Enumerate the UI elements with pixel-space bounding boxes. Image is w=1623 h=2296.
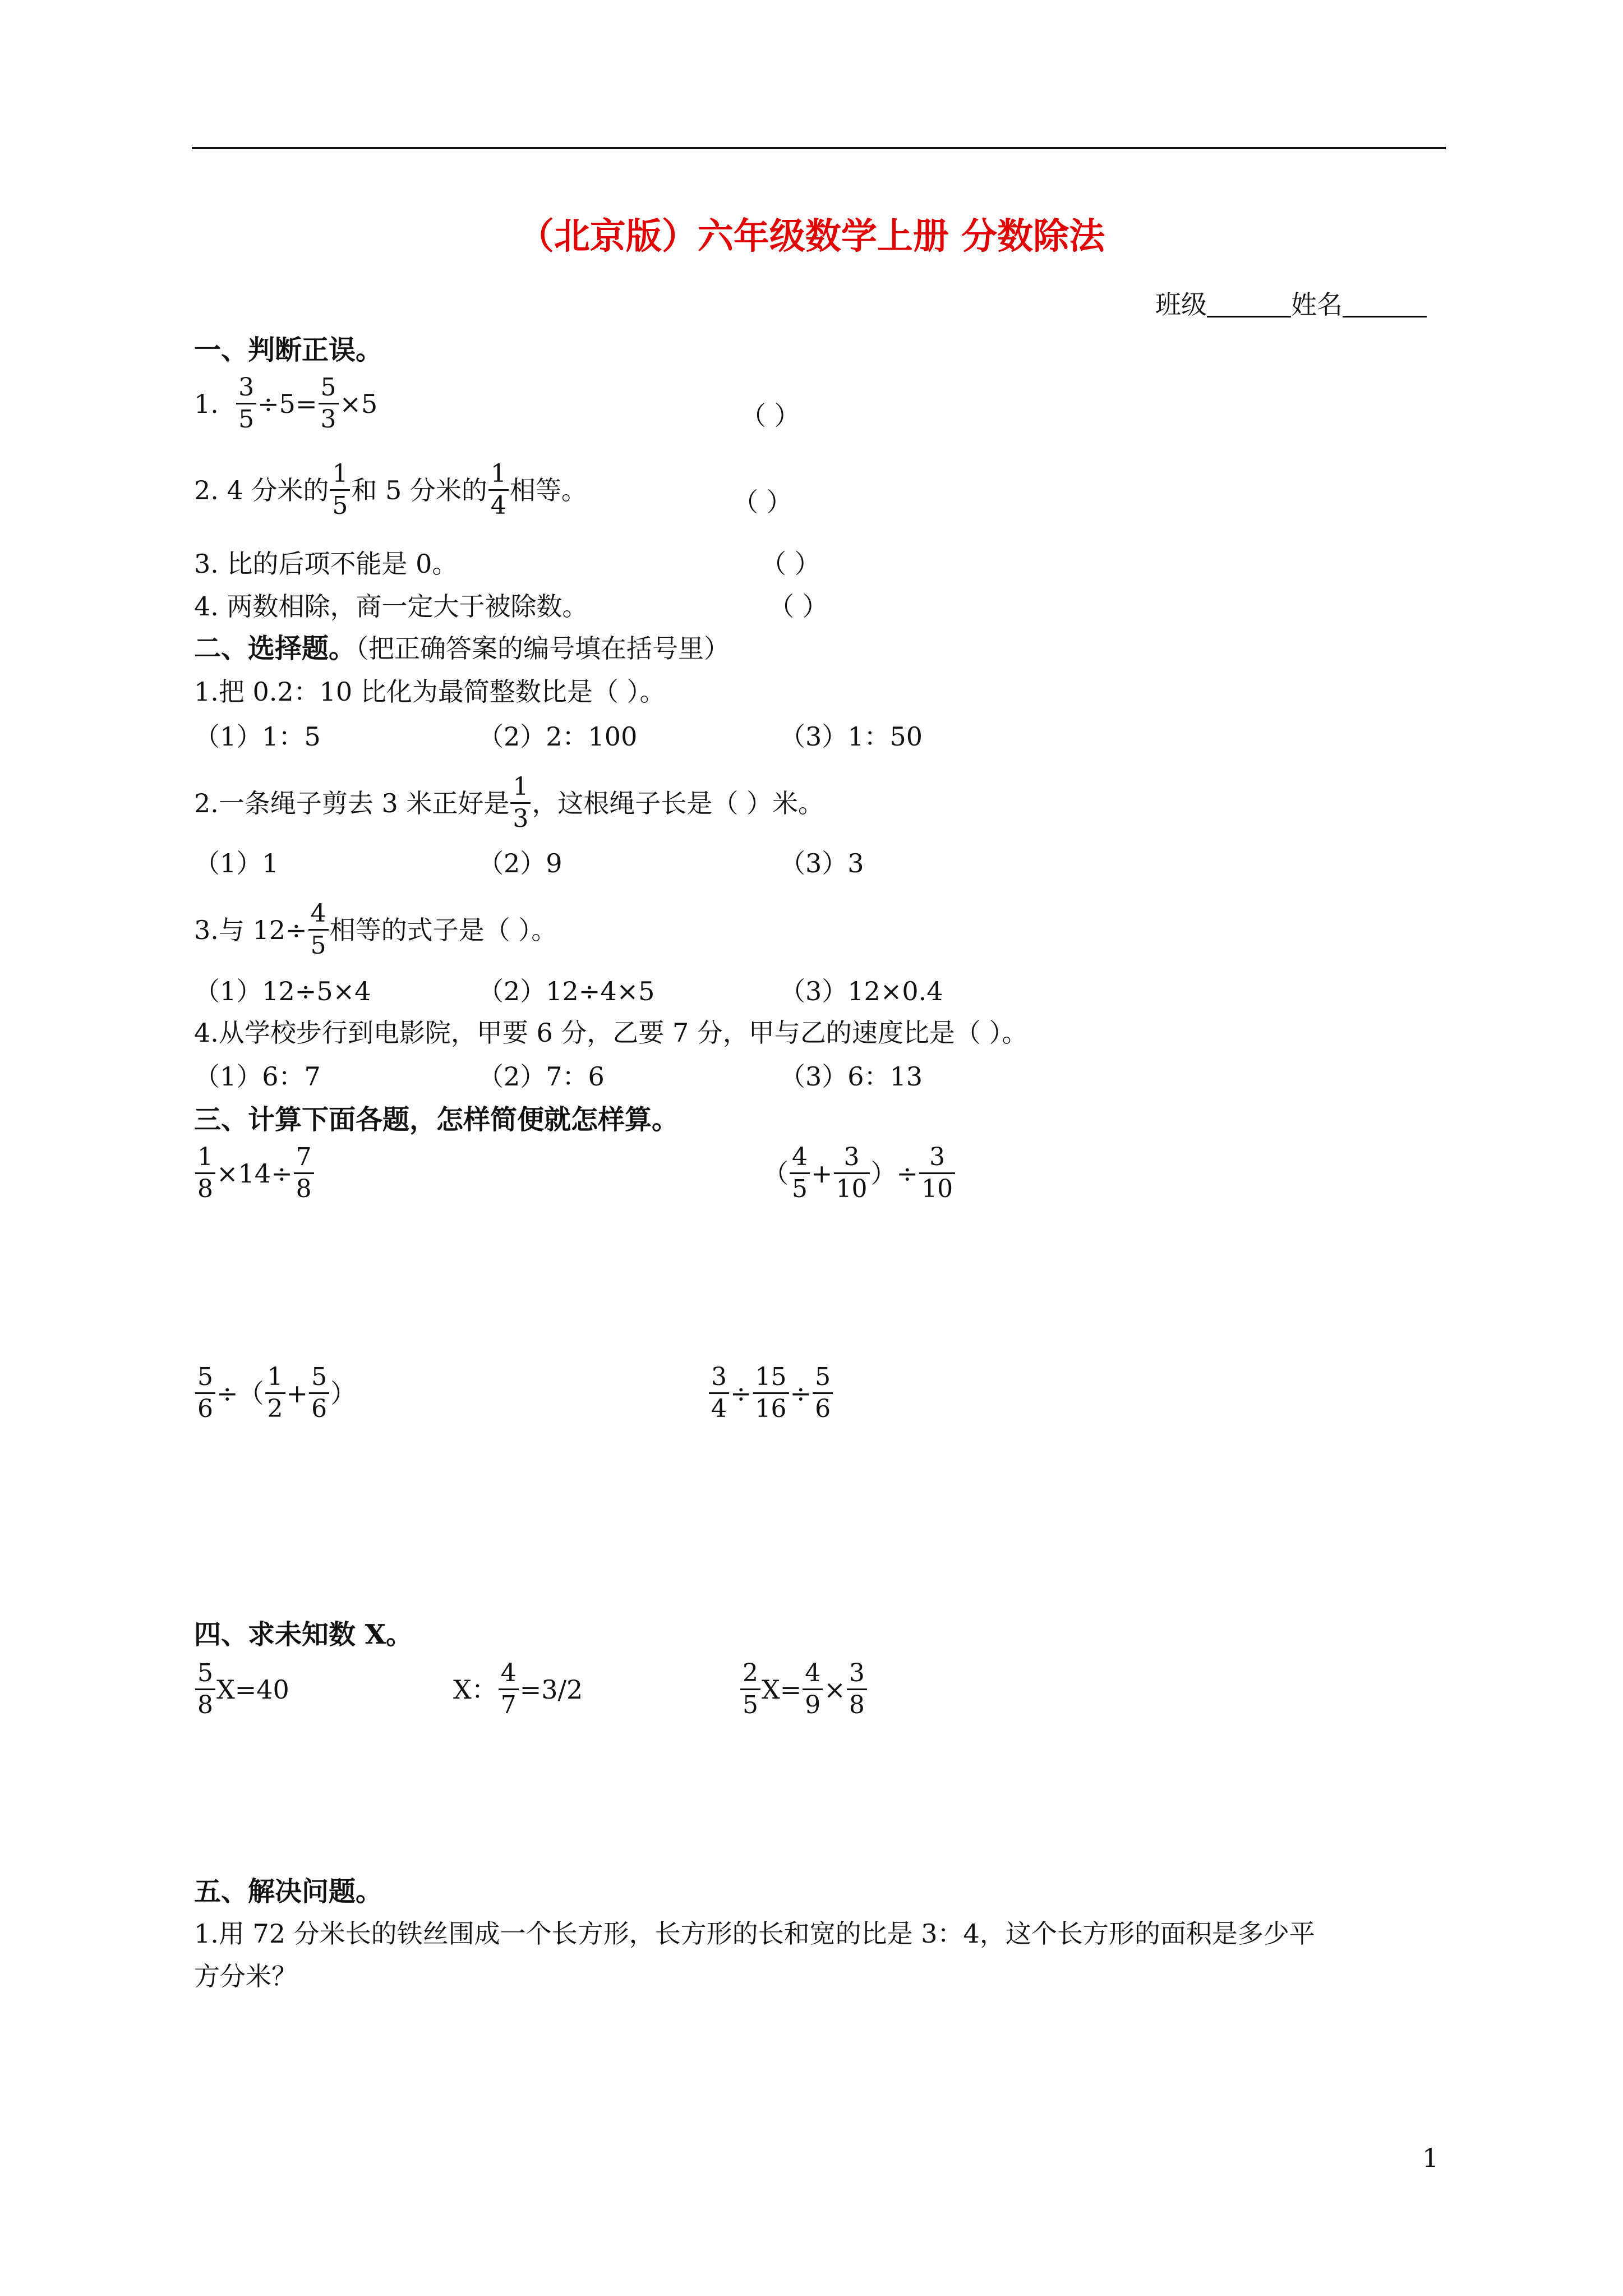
fraction: $\frac{5}{6}$ xyxy=(309,1364,329,1422)
s4-equation-1: $\frac{5}{8}$ X=40 xyxy=(194,1660,289,1718)
option[interactable]: （1）1 xyxy=(194,848,279,878)
fraction: $\frac{15}{16}$ xyxy=(753,1364,789,1422)
option[interactable]: （1）1：5 xyxy=(194,721,321,752)
fraction: $\frac{5}{3}$ xyxy=(319,375,339,432)
section3-heading: 三、计算下面各题，怎样简便就怎样算。 xyxy=(194,1104,679,1135)
option[interactable]: （2）9 xyxy=(478,848,562,878)
s2-question-4: 4.从学校步行到电影院，甲要 6 分，乙要 7 分，甲与乙的速度比是（ ）。 xyxy=(194,1018,1028,1048)
page-number: 1 xyxy=(1422,2143,1439,2173)
fraction: $\frac{3}{4}$ xyxy=(709,1364,729,1422)
option[interactable]: （2）2：100 xyxy=(478,721,638,752)
class-name-fields xyxy=(1155,289,1427,320)
s5-question-1-line-2: 方分米？ xyxy=(194,1961,297,1991)
s4-equation-3: $\frac{2}{5}$ X= $\frac{4}{9}$ × $\frac{3}{8}$ xyxy=(739,1660,868,1718)
option[interactable]: （1）12÷5×4 xyxy=(194,976,371,1006)
fraction: $\frac{3}{8}$ xyxy=(847,1660,867,1718)
class-blank[interactable] xyxy=(1207,293,1291,318)
s1-q1-answer[interactable]: （ ） xyxy=(740,401,800,431)
section2-heading: 二、选择题。（把正确答案的编号填在括号里） xyxy=(194,633,730,664)
option[interactable]: （1）6：7 xyxy=(194,1061,321,1092)
s3-expression-4: $\frac{3}{4}$ ÷ $\frac{15}{16}$ ÷ $\frac{5}{6}$ xyxy=(708,1364,834,1422)
s5-question-1-line-1: 1.用 72 分米长的铁丝围成一个长方形，长方形的长和宽的比是 3：4，这个长方形的面积是多少平 xyxy=(194,1918,1315,1949)
section4-heading: 四、求未知数 X。 xyxy=(194,1619,413,1650)
s1-question-1: 1. $\frac{3}{5}$ ÷5= $\frac{5}{3}$ ×5 xyxy=(194,373,378,434)
option[interactable]: （2）7：6 xyxy=(478,1061,605,1092)
fraction: $\frac{7}{8}$ xyxy=(294,1144,314,1202)
s4-equation-2: X： $\frac{4}{7}$ =3/2 xyxy=(453,1659,583,1720)
s1-q2-answer[interactable]: （ ） xyxy=(732,487,792,517)
fraction: $\frac{1}{3}$ xyxy=(510,774,531,832)
fraction: $\frac{5}{6}$ xyxy=(195,1364,215,1422)
s2-question-1: 1.把 0.2：10 比化为最简整数比是（ ）。 xyxy=(194,677,666,707)
fraction: $\frac{1}{8}$ xyxy=(195,1144,215,1202)
fraction: $\frac{5}{8}$ xyxy=(195,1660,215,1718)
s1-q3-answer[interactable]: （ ） xyxy=(760,549,820,579)
fraction: $\frac{4}{7}$ xyxy=(499,1660,519,1718)
fraction: $\frac{1}{4}$ xyxy=(488,461,509,519)
fraction: $\frac{4}{9}$ xyxy=(803,1660,823,1718)
fraction: $\frac{3}{10}$ xyxy=(919,1144,955,1202)
section2-note: （把正确答案的编号填在括号里） xyxy=(356,633,730,664)
class-label: 班级 xyxy=(1155,289,1207,320)
option[interactable]: （3）1：50 xyxy=(780,721,923,752)
s1-question-4: 4. 两数相除，商一定大于被除数。 xyxy=(194,591,588,622)
page-title: （北京版）六年级数学上册 分数除法 xyxy=(518,215,1105,257)
fraction: $\frac{1}{2}$ xyxy=(265,1364,285,1422)
section5-heading: 五、解决问题。 xyxy=(194,1876,383,1907)
fraction: $\frac{3}{5}$ xyxy=(236,375,256,432)
fraction: $\frac{4}{5}$ xyxy=(790,1144,810,1202)
name-label: 姓名 xyxy=(1291,289,1343,320)
s3-expression-3: $\frac{5}{6}$ ÷（ $\frac{1}{2}$ + $\frac{5}{6}$ ） xyxy=(194,1364,356,1422)
s3-expression-1: $\frac{1}{8}$ ×14÷ $\frac{7}{8}$ xyxy=(194,1144,315,1202)
fraction: $\frac{5}{6}$ xyxy=(813,1364,833,1422)
fraction: $\frac{2}{5}$ xyxy=(740,1660,760,1718)
section1-heading: 一、判断正误。 xyxy=(194,334,383,366)
s3-expression-2: （ $\frac{4}{5}$ + $\frac{3}{10}$ ）÷ $\frac{3}{10}$ xyxy=(763,1144,956,1202)
option[interactable]: （3）6：13 xyxy=(780,1061,923,1092)
header-rule xyxy=(192,147,1446,149)
fraction: $\frac{4}{5}$ xyxy=(308,901,329,959)
s2-question-2: 2.一条绳子剪去 3 米正好是 $\frac{1}{3}$ ，这根绳子长是（ ）米。 xyxy=(194,772,824,834)
s1-question-2: 2. 4 分米的 $\frac{1}{5}$ 和 5 分米的 $\frac{1}{4}$ 相等。 xyxy=(194,459,587,521)
fraction: $\frac{1}{5}$ xyxy=(330,461,350,519)
s1-question-3: 3. 比的后项不能是 0。 xyxy=(194,549,458,579)
name-blank[interactable] xyxy=(1343,293,1427,318)
option[interactable]: （2）12÷4×5 xyxy=(478,976,655,1006)
s1-q4-answer[interactable]: （ ） xyxy=(768,591,828,622)
fraction: $\frac{3}{10}$ xyxy=(834,1144,870,1202)
option[interactable]: （3）12×0.4 xyxy=(780,976,943,1006)
s2-question-3: 3.与 12÷ $\frac{4}{5}$ 相等的式子是（ ）。 xyxy=(194,899,557,960)
option[interactable]: （3）3 xyxy=(780,848,864,878)
